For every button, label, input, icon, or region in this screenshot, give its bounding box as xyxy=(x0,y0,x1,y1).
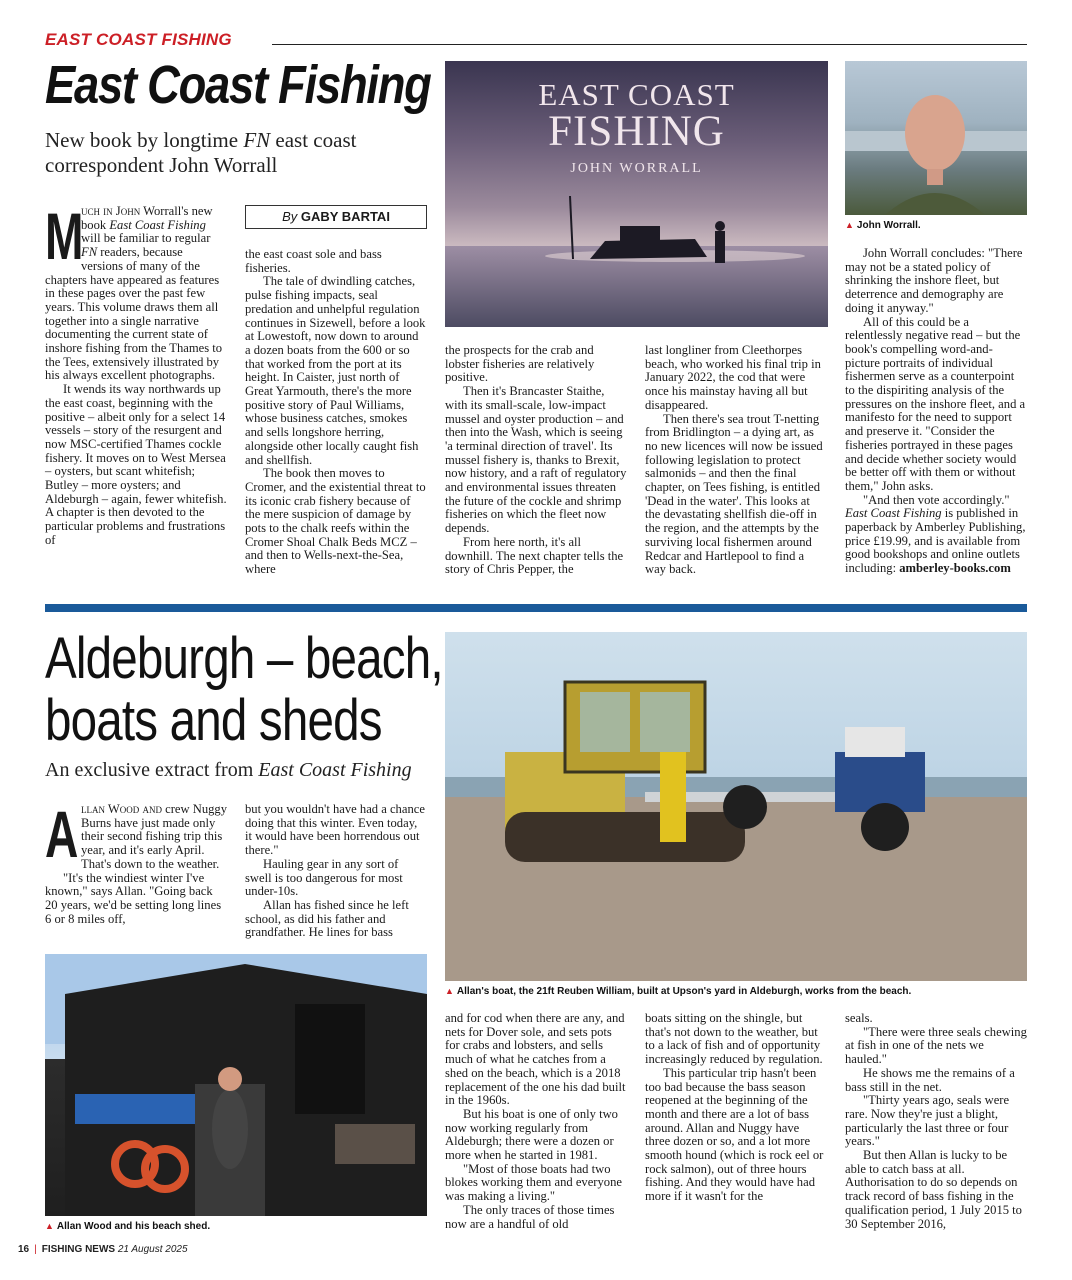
cover-title-line2: FISHING xyxy=(548,108,725,155)
article2-column-1: Allan Wood and crew Nuggy Burns have just made only their second fishing trip this year, and it's early April. That's down to the weather. "It's the windiest winter I've known," says Allan. "Going back 20 years, we'd be setting long lines 6 or 8 miles off, xyxy=(45,797,228,926)
beach-shed-photo xyxy=(45,954,427,1216)
article2-column-3: and for cod when there are any, and nets for Dover sole, and sets pots for crabs and lobsters, and sells much of what he catches from a shed on the beach, which is a 2018 replacement of the one his dad built in the 1960s. But his boat is one of only two now working regularly from Aldeburgh; there were a dozen or more when he started in 1981. "Most of those boats had two blokes working them and everyone was making a living." The only traces of those times now are a handful of old xyxy=(445,1011,626,1231)
article2-column-4: boats sitting on the shingle, but that's not down to the weather, but to a lack of fish and of opportunity increasingly reduced by regulation. This particular trip hasn't been too bad because the bass season reopened at the beginning of the month and there are a lot of bass around. Allan and Nuggy have three dozen or so, and a lot more smooth hound (which is rock eel or rock salmon), out of three hours fishing. And they would have had more if it wasn't for the xyxy=(645,1011,824,1204)
cover-author: JOHN WORRALL xyxy=(570,161,703,176)
book-cover-image xyxy=(445,61,828,327)
dropcap: A xyxy=(45,797,79,871)
john-worrall-portrait xyxy=(845,61,1027,215)
page-footer: 16 | FISHING NEWS 21 August 2025 xyxy=(18,1244,188,1255)
publication-name: FISHING NEWS xyxy=(41,1244,116,1255)
article2-standfirst: An exclusive extract from East Coast Fishing xyxy=(45,759,412,781)
dropcap: M xyxy=(45,199,84,273)
article1-column-1: M uch in John Worrall's new book East Coast Fishing will be familiar to regular FN readers, because versions of many of the chapters have appeared as features in these pages over the past few years. This volume draws them all together into a single narrative documenting the current state of inshore fishing from the Thames to the Tees, extensively illustrated by his always excellent photographs. It wends its way northwards up the east coast, beginning with the positive – albeit only for a select 14 vessels – story of the resurgent and now MSC-certified Thames cockle fishery. It moves on to West Mersea – oysters, but scant whitefish; Butley – more oysters; and Aldeburgh – again, fewer whitefish. A chapter is then devoted to the particular problems and frustrations of xyxy=(45,199,227,547)
page-number: 16 xyxy=(18,1244,30,1255)
kicker-rule xyxy=(272,44,1027,45)
article1-headline: East Coast Fishing xyxy=(45,55,431,115)
article1-column-3: the prospects for the crab and lobster fisheries are relatively positive. Then it's Brancaster Staithe, with its small-scale, low-impact mussel and oyster production – and then into the Wash, which is seeing 'a terminal direction of travel'. Its mussel fishery is, thanks to Brexit, now history, and a raft of regulatory and environmental issues threaten the future of the cockle and shrimp fisheries on which the fleet now depends. From here north, it's all downhill. The next chapter tells the story of Chris Pepper, the xyxy=(445,343,627,577)
article1-column-5: John Worrall concludes: "There may not be a stated policy of shrinking the inshore fleet, but deterrence and demography are doing it anyway." All of this could be a relentlessly negative read – but the book's compelling word-and-picture portraits of individual fishermen serve as a counterpoint to the dispiriting analysis of the pressures on the inshore fleet, and a manifesto for the need to support and preserve it. "Consider the fisheries portrayed in these pages and decide whether society would be better off with them or without them," John asks. "And then vote accordingly." East Coast Fishing is published in paperback by Amberley Publishing, price £19.99, and is available from good bookshops and online outlets including: amberley-books.com xyxy=(845,246,1026,576)
article1-standfirst: New book by longtime FN east coast correspondent John Worrall xyxy=(45,128,357,177)
amberley-link[interactable]: amberley-books.com xyxy=(899,561,1011,576)
article1-column-2: the east coast sole and bass fisheries. The tale of dwindling catches, pulse fishing impacts, seal predation and unhelpful regulation continues in Sizewell, before a look at Lowestoft, now down to around a dozen boats from the 600 or so that worked from the port at its height. In Caister, just north of Great Yarmouth, there's the more positive story of Paul Williams, whose business catches, smokes and sells longshore herring, alongside other locally caught fish and shellfish. The book then moves to Cromer, and the existential threat to its iconic crab fishery because of the mere suspicion of damage by pots to the chalk reefs within the Cromer Shoal Chalk Beds MCZ – and then to Wells-next-the-Sea, where xyxy=(245,247,426,577)
article2-column-2: but you wouldn't have had a chance doing that this winter. Even today, it would have been horrendous out there." Hauling gear in any sort of swell is too dangerous for most under-10s. Allan has fished since he left school, as did his father and grandfather. He lines for bass xyxy=(245,802,425,940)
beach-photo-caption: ▲ Allan's boat, the 21ft Reuben William, built at Upson's yard in Aldeburgh, works from the beach. xyxy=(445,986,912,997)
shed-photo-caption: ▲ Allan Wood and his beach shed. xyxy=(45,1221,211,1232)
beach-tractor-illustration xyxy=(445,632,1027,981)
issue-date: 21 August 2025 xyxy=(117,1244,188,1255)
portrait-caption: ▲ John Worrall. xyxy=(845,220,921,231)
section-divider xyxy=(45,604,1027,612)
portrait-illustration xyxy=(845,61,1027,215)
article2-headline: Aldeburgh – beach, boats and sheds xyxy=(45,626,443,753)
section-kicker: EAST COAST FISHING xyxy=(45,30,232,49)
beach-shed-illustration xyxy=(45,954,427,1216)
cover-title-line1: EAST COAST xyxy=(538,77,735,112)
beach-tractor-photo xyxy=(445,632,1027,981)
byline: By GABY BARTAI xyxy=(245,205,427,229)
article1-column-4: last longliner from Cleethorpes beach, who worked his final trip in January 2022, the cod that were once his mainstay having all but disappeared. Then there's sea trout T-netting from Bridlington – a dying art, as no new licences will now be issued following legislation to protect salmonids – and then the final chapter, on Tees fishing, is entitled 'Dead in the water'. This looks at the devastating shellfish die-off in the region, and the attempts by the surviving local fishermen around Redcar and Hartlepool to find a way back. xyxy=(645,343,823,577)
article2-column-5: seals. "There were three seals chewing at fish in one of the nets we hauled." He shows me the remains of a bass still in the net. "Thirty years ago, seals were rare. Now they're just a blight, particularly the last three or four years." But then Allan is lucky to be able to catch bass at all. Authorisation to do so depends on track record of bass fishing in the qualification period, 1 July 2015 to 30 September 2016, xyxy=(845,1011,1027,1231)
